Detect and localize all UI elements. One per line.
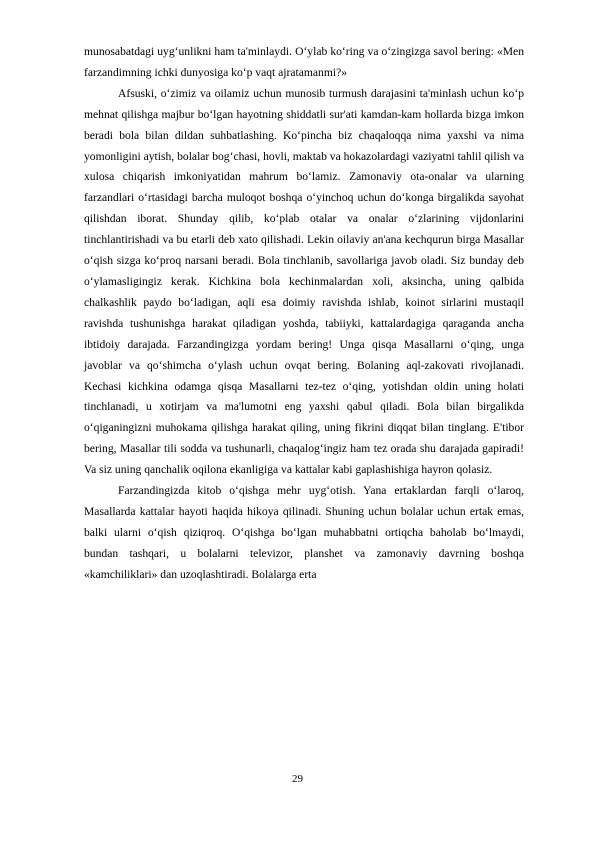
- page-number: 29: [292, 773, 303, 785]
- document-page: [84, 42, 524, 586]
- paragraph-3: Farzandingizda kitob o‘qishga mehr uyg‘otish. Yana ertaklardan farqli o‘laroq, Masallarda kattalar hayoti haqida hikoya qilinadi. Shuning uchun bolalar uchun ertak emas, balki ularni o‘qish qiziqroq. O‘qishga bo‘lgan muhabbatni ortiqcha baholab bo‘lmaydi, bundan tashqari, u bolalarni televizor, planshet va zamonaviy davrning boshqa «kamchiliklari» dan uzoqlashtiradi. Bolalarga erta: [84, 484, 524, 581]
- paragraph-1: munosabatdagi uyg‘unlikni ham ta'minlaydi. O‘ylab ko‘ring va o‘zingizga savol bering: «Men farzandimning ichki dunyosiga ko‘p vaqt ajratamanmi?»: [84, 45, 524, 79]
- paragraph-2: Afsuski, o‘zimiz va oilamiz uchun munosib turmush darajasini ta'minlash uchun ko‘p mehnat qilishga majbur bo‘lgan hayotning shiddatli sur'ati kamdan-kam hollarda bizga imkon beradi bola bilan dildan suhbatlashing. Ko‘pincha biz chaqaloqqa nima yaxshi va nima yomonligini aytish, bolalar bog‘chasi, hovli, maktab va hokazolardagi vaziyatni tahlil qilish va xulosa chiqarish imkoniyatidan mahrum bo‘lamiz. Zamonaviy ota-onalar va ularning farzandlari o‘rtasidagi barcha muloqot boshqa o‘yinchoq uchun do‘konga birgalikda sayohat qilishdan iborat. Shunday qilib, ko‘plab otalar va onalar o‘zlarining vijdonlarini tinchlantirishadi va bu etarli deb xato qilishadi. Lekin oilaviy an'ana kechqurun birga Masallar o‘qish sizga ko‘proq narsani beradi. Bola tinchlanib, savollariga javob oladi. Siz bunday deb o‘ylamasligingiz kerak. Kichkina bola kechinmalardan xoli, aksincha, uning qalbida chalkashlik paydo bo‘ladigan, aqli esa doimiy ravishda ishlab, koinot sirlarini mustaqil ravishda tushunishga harakat qiladigan yoshda, tabiiyki, kattalardagiga qaraganda ancha ibtidoiy darajada. Farzandingizga yordam bering! Unga qisqa Masallarni o‘qing, unga javoblar va qo‘shimcha o‘ylash uchun ovqat bering. Bolaning aql-zakovati rivojlanadi. Kechasi kichkina odamga qisqa Masallarni tez-tez o‘qing, yotishdan oldin uning holati tinchlanadi, u xotirjam va ma'lumotni eng yaxshi qabul qiladi. Bola bilan birgalikda o‘qiganingizni muhokama qilishga harakat qiling, uning fikrini diqqat bilan tinglang. E'tibor bering, Masallar tili sodda va tushunarli, chaqalog‘ingiz ham tez orada shu darajada gapiradi! Va siz uning qanchalik oqilona ekanligiga va kattalar kabi gaplashishiga hayron qolasiz.: [84, 86, 524, 477]
